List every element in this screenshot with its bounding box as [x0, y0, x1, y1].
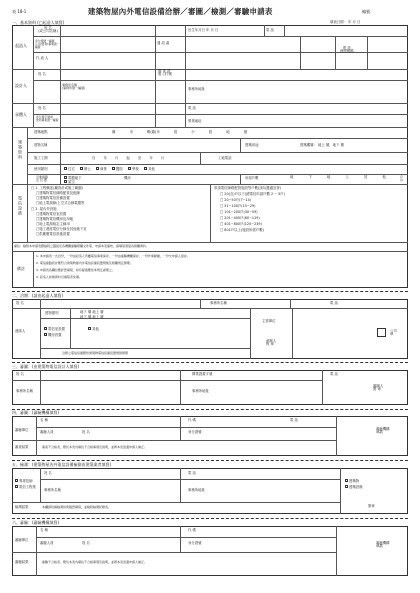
building-group-label: 建築資料 [18, 140, 23, 160]
usage-option-2: 商業 [100, 167, 107, 171]
telecom-right-opt-0[interactable]: □ 20(含)戶以下(總電信申請戶數 2 ~ 5戶) [220, 192, 285, 196]
section2-opt-2: 其他 [92, 327, 99, 331]
section5-opt-0: 專業技師 [19, 479, 33, 483]
designer-group-label: 設計人 [15, 83, 27, 88]
contractor-office-addr-label: 營業地址 [188, 119, 202, 123]
designer-name-label: 姓 名 [38, 72, 46, 76]
section2-office-label: 事務所名稱 [210, 301, 227, 305]
remark-0: 1. 本申請表一式四份，一份由起造人所屬電信事業保存，一份由審驗機關保存，一份作業歸檔，一份交申請人留存。 [36, 254, 190, 258]
section6-code-label: 代 碼 [188, 528, 196, 532]
section3-phone-label: 電 話 [330, 372, 338, 376]
telecom-right-opt-2[interactable]: □ 51~100戶(15~29) [220, 204, 256, 208]
applicant-group-label: 起造人 [15, 43, 27, 48]
section4-sign-label: 審驗機構 章戳 [376, 427, 390, 435]
building-period-range: 自 年 月 起 至 年 月 [92, 156, 165, 160]
section5-result-label: 檢測結果 [15, 505, 29, 509]
line-option-checkbox-0[interactable] [64, 176, 67, 179]
household-unit-label: 戶 台 [400, 175, 404, 182]
remark-1: 2. 電信線路設計應符合建築物屋內外電信設備設置規則及相關規定辦理。 [36, 261, 133, 265]
usage-option-checkbox-4[interactable] [128, 167, 131, 170]
remarks-label: 備註 [17, 266, 25, 271]
household-count-label: 房屋戶數 [245, 176, 259, 180]
usage-option-checkbox-1[interactable] [80, 167, 83, 170]
line-entry-label: 引進線路 及 位 置 [36, 175, 49, 183]
section4-group-label: 審驗單位 [15, 428, 29, 432]
section3-office-addr-label: 事務所地址 [192, 389, 209, 393]
section4-box [12, 416, 408, 456]
telecom-right-opt-6[interactable]: □ 801戶以上(施設所需戶數) [220, 228, 264, 232]
building-location-parts: 縣 市 鄉(鎮)市 段 小 段 地 號 [112, 130, 248, 134]
section2-floors-a: 地下 層 地上 層 [80, 310, 104, 314]
telecom-left-title: □ 1. 工程概述(屬設計或施工範圍) [31, 186, 83, 190]
section2-opt-checkbox-0[interactable] [44, 327, 47, 330]
section2-opt-0: 電信室設置 [48, 327, 65, 331]
form-code: 表 18-1 [12, 9, 27, 14]
section6-result-label: 審驗結果 [15, 560, 29, 564]
section2-sign-label: 承辦人 核 章 [266, 339, 277, 347]
usage-option-0: 住宅 [68, 167, 75, 171]
section6-id-label: 身分證號 [188, 541, 202, 545]
building-name-label: 建物名稱 [34, 143, 48, 147]
applicant-rep-label: 代 表 人 [36, 56, 49, 60]
section6-box [12, 526, 408, 576]
contractor-group-label: 承攬人 [15, 112, 27, 117]
telecom-left-opt-7[interactable]: □施工進度電信分線至其他地下室 [36, 227, 87, 231]
section5-opt-1: 電信工程業 [19, 485, 36, 489]
section2-contact-label: 連絡人 [15, 329, 26, 333]
section6-reviewer-name-label: 姓 名 [82, 541, 90, 545]
building-period-label: 施工工期 [34, 156, 48, 160]
section5-result-opt-1: 建築設備 [349, 485, 363, 489]
section6-title: 六、審驗：(審驗機構填寫) [12, 520, 60, 525]
telecom-group-label: 電信設備 [18, 196, 23, 216]
usage-option-checkbox-3[interactable] [112, 167, 115, 170]
section5-opt-checkbox-1[interactable] [15, 485, 18, 488]
section2-type-label: 建物類別 [45, 311, 59, 315]
section6-sign-label: 審驗機構 章戳 [376, 541, 390, 549]
site-phone-label: 工地電話 [218, 156, 232, 160]
section6-reviewer-label: 審驗人員 [40, 541, 54, 545]
building-usage-label: 建築用途 [245, 143, 259, 147]
applicant-dob-label: 出生年月日 年 月 日 [188, 28, 219, 32]
section4-result-text: 審查不合格者，應於本表內填註不合格事項及說明，並將本表送還申請人補正。 [42, 445, 148, 449]
usage-option-checkbox-2[interactable] [96, 167, 99, 170]
usage-option-4: 學校 [132, 167, 139, 171]
line-option-checkbox-1[interactable] [64, 180, 67, 183]
section5-phone-label: 電 話 [188, 471, 196, 475]
usage-option-5: 其他 [148, 167, 155, 171]
telecom-right-opt-4[interactable]: □ 201~400戶(60~119) [220, 216, 260, 220]
usage-option-1: 辦公 [84, 167, 91, 171]
contractor-name-label: 姓 名 [38, 106, 46, 110]
contractor-id-label: 身分證字號或 營利事業統一編號 [36, 115, 59, 122]
section5-result-checkbox-0[interactable] [345, 479, 348, 482]
section3-name-label: 姓 名 [16, 372, 24, 376]
section2-floors-b: 地下 層 地上 層 [80, 315, 104, 319]
section4-id-label: 身分證號 [188, 430, 202, 434]
telecom-left-opt-2[interactable]: □地上電源線/上空式合線電纜等 [36, 201, 85, 205]
section5-addr-label: 事務所地址 [188, 488, 205, 492]
line-option-1: 架空 [68, 180, 75, 184]
remark-2: 3. 申請表各欄位應詳實填寫，如有疑義應依本規定處理之。 [36, 268, 115, 272]
section2-opt-checkbox-2[interactable] [88, 327, 91, 330]
contractor-phone-label: 電 話 [188, 106, 196, 110]
page-title: 建築物屋內外電信設備洽辦／審圖／檢測／審驗申請表 [88, 7, 273, 16]
section4-name-label: 名 稱 [40, 418, 48, 422]
usage-option-checkbox-0[interactable] [64, 167, 67, 170]
household-count-headers: 地 下 地 上 其 他 [290, 175, 386, 179]
section1-box [12, 25, 408, 288]
section5-opt-checkbox-0[interactable] [15, 479, 18, 482]
telecom-left-opt-3[interactable]: □ 2. 屋內外設施 [31, 207, 57, 211]
telecom-left-opt-6[interactable]: □地上電源組定主線用 [36, 222, 70, 226]
section4-code-label: 代 碼 [188, 418, 196, 422]
building-floors-label: 建築樓層： 地上 層，地下 層 [300, 143, 344, 147]
attachment-note: 備註：檢附本申請表應檢附之圖說及各機關審驗相關文件等，申請本表審核，請填寫清楚各相關資料。 [14, 244, 150, 248]
line-option-0: 電纜地下 [68, 176, 82, 180]
section5-sign-label: 簽章 [368, 504, 375, 508]
building-permit-label: 建 造 執照號碼 [340, 46, 354, 54]
section2-footer-label: 洽辦之電信設備應依建築物電信設備設置規則辦理 [62, 351, 129, 355]
section2-cert-label: 主管單位 [262, 319, 276, 323]
usage-option-checkbox-5[interactable] [144, 167, 147, 170]
telecom-left-opt-1[interactable]: □建築物電信設備設置 [36, 196, 70, 200]
telecom-right-opt-1[interactable]: □ 20~50戶(7~14) [220, 198, 252, 202]
section3-sign-label: 審圖人 簽 章 [373, 384, 384, 392]
section2-opt-1: 機房設置 [48, 333, 62, 337]
applicant-phone-label: 電 話 [266, 28, 274, 32]
form-number-label: 編號： [362, 9, 374, 14]
section5-title: 五、檢測：(建築物屋內外電信設備檢測由建築業者填寫) [12, 462, 112, 467]
telecom-left-opt-8[interactable]: □供應應電信設施設置 [36, 232, 70, 236]
section5-office-label: 事務所名稱 [44, 488, 61, 492]
company-stamp-box [377, 328, 386, 337]
usage-class-label: 使用類別 [34, 167, 48, 171]
telecom-right-opt-3[interactable]: □ 101~200戶(30~59) [220, 210, 258, 214]
section4-title: 四、審圖：(審驗機構填寫) [12, 410, 60, 415]
machine-room-label: 機房 [124, 176, 131, 180]
section4-result-label: 審查結果 [15, 445, 29, 449]
applicant-name-label: 姓 名 (或公司名稱) [38, 26, 58, 34]
section3-title: 三、審圖：(由建築物電信設計人填寫) [12, 364, 80, 369]
applicant-id-label: 身分證統一編號 公司(營利)事業統一編號 [35, 39, 60, 49]
section5-name-label: 姓 名 [44, 471, 52, 475]
designer-cert-label: 開 業 證 書 (字)號 [158, 69, 172, 77]
designer-office-label: 事務所名稱 (事務所統一編號) [62, 83, 86, 90]
telecom-right-opt-5[interactable]: □ 401~800戶(120~239) [220, 222, 262, 226]
section6-result-text: 審驗不合格者，應於本表內填註不合格事項及說明，並將本表送還申請人補正。 [42, 560, 148, 564]
section5-note: 本欄請依據檢測結果確實填寫，並檢附檢測紀錄表。 [42, 505, 112, 509]
section1-title: 一、基本資料 (□起造人填寫) [12, 20, 65, 25]
section6-name-label: 名 稱 [40, 528, 48, 532]
building-location-label: 建築地點 [34, 130, 48, 134]
section5-result-checkbox-1[interactable] [345, 485, 348, 488]
telecom-left-opt-5[interactable]: □建築物電信機房及用地 [36, 217, 74, 221]
designer-office-addr-label: 事務所地址 [188, 87, 205, 91]
fill-date-label: 填表日期： 年 月 日 [330, 20, 361, 24]
section2-name-label: 姓 名 [16, 301, 24, 305]
section3-office-label: 事務所名稱 [16, 389, 33, 393]
applicant-address-label: 通 訊 處 [157, 41, 170, 45]
section4-phone-label: 電 話 [290, 418, 298, 422]
section4-reviewer-label: 審驗人員 [40, 430, 54, 434]
section2-title: 二、洽辦：(請由起造人填寫) [12, 293, 64, 298]
section4-reviewer-name-label: 姓 名 [82, 430, 90, 434]
telecom-left-opt-4[interactable]: □建築物電信室設置 [36, 212, 67, 216]
telecom-right-title: 申請電信線路配管施設等戶數(請勾選適宜者) [214, 186, 282, 190]
section2-stamp-label: 公司 章 [390, 329, 397, 337]
section2-opt-checkbox-1[interactable] [44, 333, 47, 336]
section5-result-opt-0: 建築物 [349, 479, 360, 483]
telecom-left-opt-0[interactable]: □建築物電信線路配管及配線 [36, 191, 80, 195]
remark-3: 4. 起造人如無資料可填寫者免填。 [36, 275, 82, 279]
section2-phone-label: 電 話 [330, 301, 338, 305]
section3-cert-label: 開業證書字號 [192, 372, 213, 376]
usage-option-3: 醫院 [116, 167, 123, 171]
section6-group-label: 審驗單位 [15, 538, 29, 542]
